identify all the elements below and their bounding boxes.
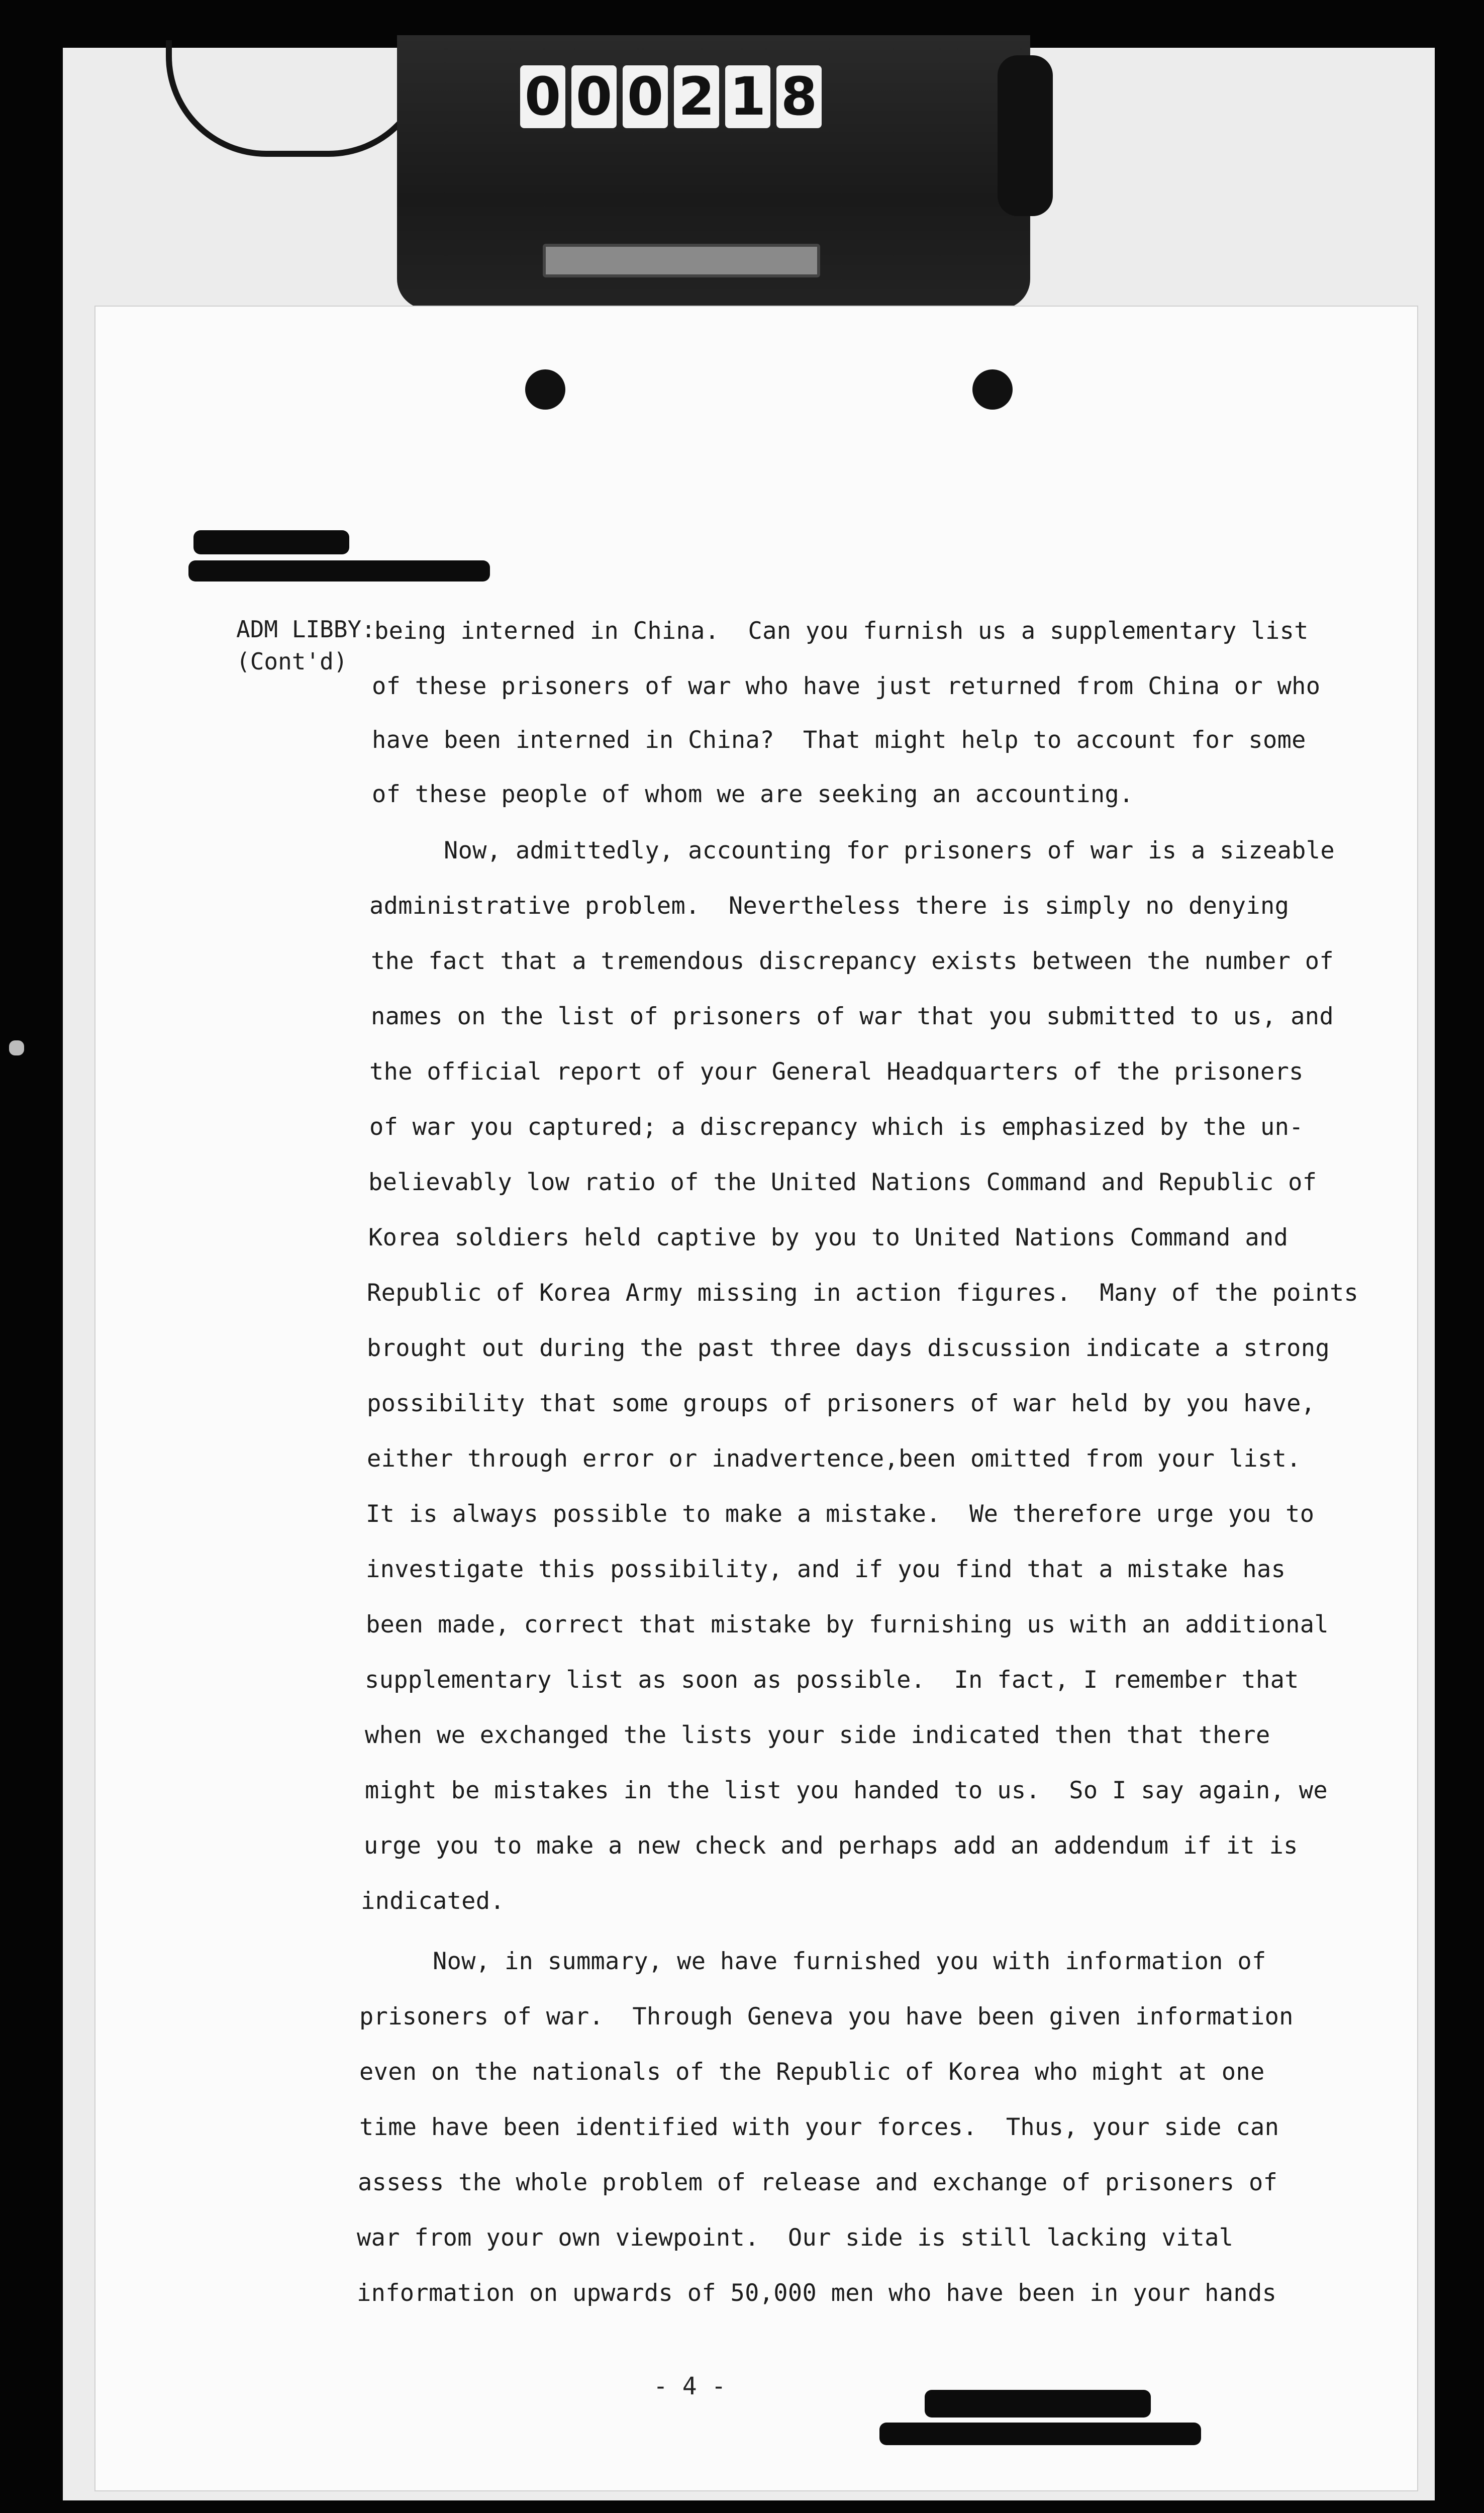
text-line: prisoners of war. Through Geneva you have been given information <box>359 2003 1294 2031</box>
text-line: time have been identified with your forces. Thus, your side can <box>359 2113 1279 2141</box>
text-line: It is always possible to make a mistake. We therefore urge you to <box>366 1500 1315 1528</box>
text-line: Now, in summary, we have furnished you with information of <box>361 1948 1266 1975</box>
text-line: might be mistakes in the list you handed to us. So I say again, we <box>365 1777 1328 1804</box>
text-line: the official report of your General Headquarters of the prisoners <box>369 1058 1304 1086</box>
text-line: of war you captured; a discrepancy which is emphasized by the un- <box>369 1113 1304 1141</box>
text-line: either through error or inadvertence,been omitted from your list. <box>367 1445 1301 1473</box>
counter-digit: 2 <box>674 65 719 128</box>
speaker-label: ADM LIBBY: (Cont'd) <box>236 616 375 675</box>
text-line: Republic of Korea Army missing in action figures. Many of the points <box>367 1279 1359 1307</box>
text-line: believably low ratio of the United Nations Command and Republic of <box>368 1169 1317 1196</box>
text-line: brought out during the past three days discussion indicate a strong <box>367 1334 1330 1362</box>
text-line: possibility that some groups of prisoners of war held by you have, <box>367 1390 1316 1417</box>
text-line: investigate this possibility, and if you find that a mistake has <box>366 1556 1286 1583</box>
text-line: names on the list of prisoners of war that you submitted to us, and <box>371 1003 1334 1030</box>
text-line: being interned in China. Can you furnish us a supplementary list <box>374 617 1309 645</box>
page-number: - 4 - <box>653 2372 726 2400</box>
text-line: Now, admittedly, accounting for prisoners of war is a sizeable <box>372 837 1335 864</box>
counter-digit: 0 <box>623 65 668 128</box>
text-line: supplementary list as soon as possible. In fact, I remember that <box>365 1666 1299 1694</box>
text-line: of these prisoners of war who have just returned from China or who <box>372 672 1321 700</box>
text-line: administrative problem. Nevertheless there is simply no denying <box>369 892 1290 920</box>
counter-digit: 8 <box>776 65 822 128</box>
counter-digit: 1 <box>725 65 770 128</box>
text-line: of these people of whom we are seeking an accounting. <box>372 781 1134 808</box>
counter-digit: 0 <box>571 65 617 128</box>
text-line: even on the nationals of the Republic of Korea who might at one <box>359 2058 1265 2086</box>
text-line: urge you to make a new check and perhaps add an addendum if it is <box>364 1832 1298 1860</box>
text-line: Korea soldiers held captive by you to United Nations Command and <box>368 1224 1289 1251</box>
text-line: have been interned in China? That might help to account for some <box>372 726 1306 754</box>
text-line: indicated. <box>361 1887 505 1915</box>
text-line: assess the whole problem of release and exchange of prisoners of <box>358 2169 1278 2196</box>
text-line: information on upwards of 50,000 men who have been in your hands <box>357 2279 1277 2307</box>
counter-digit: 0 <box>520 65 565 128</box>
text-line: war from your own viewpoint. Our side is still lacking vital <box>357 2224 1234 2252</box>
text-line: the fact that a tremendous discrepancy exists between the number of <box>371 947 1334 975</box>
text-line: been made, correct that mistake by furnishing us with an additional <box>366 1611 1329 1638</box>
text-line: when we exchanged the lists your side indicated then that there <box>365 1721 1270 1749</box>
